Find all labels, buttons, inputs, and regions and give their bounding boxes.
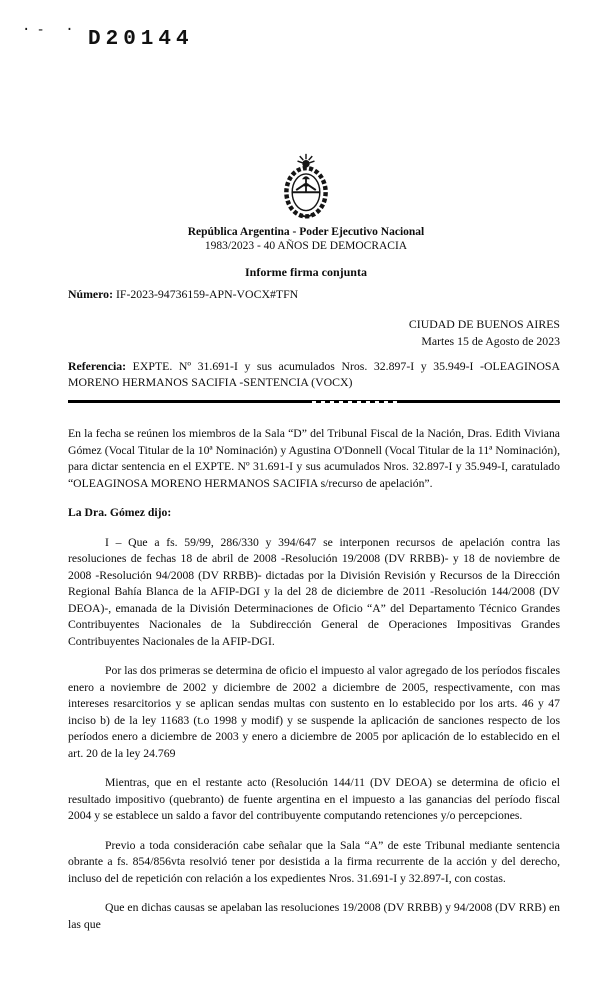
number-label: Número:: [68, 287, 113, 301]
document-body: [68, 426, 560, 933]
body-paragraph-1: I – Que a fs. 59/99, 286/330 y 394/647 se interponen recursos de apelación contra las resoluciones de fechas 18 de abril de 2008 -Resolución 19/2008 (DV RRBB)- y 18 de noviembre de 2008 -Resolución 94/2008 (DV RRBB)- dictadas por la División Revisión y Recursos de la Dirección Regional Bahía Blanca de la AFIP-DGI y la del 28 de diciembre de 2011 -Resolución 144/2008 (DV DEOA)-, emanada de la División Determinaciones de Oficio “A” del Departamento Técnico Grandes Contribuyentes Nacionales de la Subdirección General de Operaciones Impositivas Grandes Contribuyentes Nacionales de la AFIP-DGI.: [68, 535, 560, 648]
republic-title: República Argentina - Poder Ejecutivo Nacional: [187, 226, 425, 238]
reference-block: [68, 358, 560, 390]
speaker-line: La Dra. Gómez dijo:: [68, 506, 172, 519]
intro-paragraph: En la fecha se reúnen los miembros de la Sala “D” del Tribunal Fiscal de la Nación, Dras. Edith Viviana Gómez (Vocal Titular de la 10ª Nominación) y Agustina O'Donnell (Vocal Titular de la 11ª Nominación), para dictar sentencia en el EXPTE. Nº 31.691-I y sus acumulados Nros. 32.897-I y 35.949-I, caratulado “OLEAGINOSA MORENO HERMANOS SACIFIA s/recurso de apelación”.: [68, 427, 560, 490]
body-paragraph-3: Mientras, que en el restante acto (Resolución 144/11 (DV DEOA) se determina de oficio el resultado impositivo (quebranto) de fuente argentina en el impuesto a las ganancias del período fiscal 2004 y se establece un saldo a favor del contribuyente computando retenciones y/o percepciones.: [68, 776, 560, 822]
body-paragraph-4: Previo a toda consideración cabe señalar que la Sala “A” de este Tribunal mediante sentencia obrante a fs. 854/856vta resolvió tener por desistida a la firma recurrente de la acción y del derecho, incluso del de repetición con relación a los expedientes Nros. 31.691-I y 32.897-I, con costas.: [68, 838, 560, 885]
national-header: [0, 153, 612, 280]
pen-marks: ·‑ ·: [22, 22, 80, 38]
city-line: CIUDAD DE BUENOS AIRES: [408, 317, 560, 331]
place-and-date: [409, 316, 560, 349]
argentina-coat-of-arms-icon: [277, 153, 335, 224]
document-number-row: [68, 287, 560, 302]
number-value: IF-2023-94736159-APN-VOCX#TFN: [115, 287, 299, 301]
date-line: Martes 15 de Agosto de 2023: [421, 333, 560, 348]
document-type-title: Informe firma conjunta: [245, 265, 367, 279]
stamped-document-number: D20144: [88, 28, 194, 51]
body-paragraph-2: Por las dos primeras se determina de oficio el impuesto al valor agregado de los períodos fiscales enero a noviembre de 2002 y diciembre de 2002 a diciembre de 2005, respectivamente, con mas intereses resarcitorios y se aplican sendas multas con sustento en lo establecido por los arts. 46 y 47 inciso b) de la ley 11683 (t.o 1998 y modif) y se suspende la aplicación de sanciones respecto de los períodos enero a diciembre de 2003 y enero a diciembre de 2005 por aplicación de lo establecido en el art. 20 de la ley 24.769: [68, 664, 560, 760]
reference-label: Referencia:: [68, 359, 127, 373]
header-divider-rule: [68, 400, 560, 403]
reference-value: EXPTE. Nº 31.691-I y sus acumulados Nros. 32.897-I y 35.949-I -OLEAGINOSA MORENO HERMANOS SACIFIA -SENTENCIA (VOCX): [68, 359, 560, 389]
democracy-anniversary-line: 1983/2023 - 40 AÑOS DE DEMOCRACIA: [204, 240, 408, 252]
body-paragraph-5: Que en dichas causas se apelaban las resoluciones 19/2008 (DV RRBB) y 94/2008 (DV RRB) en las que: [68, 901, 560, 931]
